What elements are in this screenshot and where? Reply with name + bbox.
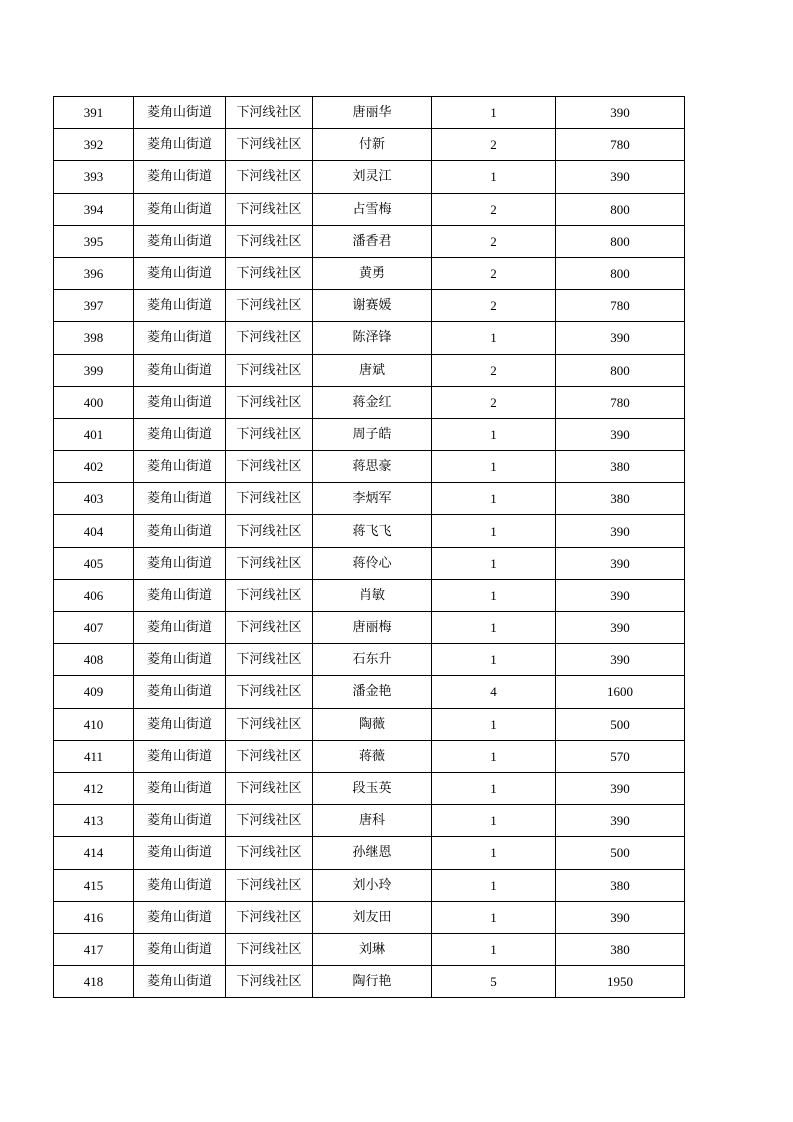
cell-count: 2 (432, 386, 556, 418)
cell-street: 菱角山街道 (134, 612, 226, 644)
cell-street: 菱角山街道 (134, 966, 226, 998)
cell-street: 菱角山街道 (134, 676, 226, 708)
cell-number: 392 (54, 129, 134, 161)
cell-street: 菱角山街道 (134, 901, 226, 933)
cell-number: 393 (54, 161, 134, 193)
table-row (54, 837, 685, 869)
table-row (54, 644, 685, 676)
cell-name: 谢赛媛 (313, 290, 432, 322)
cell-street: 菱角山街道 (134, 97, 226, 129)
table-row (54, 354, 685, 386)
cell-amount: 390 (556, 901, 685, 933)
cell-count: 1 (432, 322, 556, 354)
cell-community: 下河线社区 (226, 322, 313, 354)
cell-community: 下河线社区 (226, 966, 313, 998)
table-row (54, 612, 685, 644)
cell-number: 396 (54, 257, 134, 289)
cell-name: 陶行艳 (313, 966, 432, 998)
cell-amount: 800 (556, 225, 685, 257)
cell-community: 下河线社区 (226, 354, 313, 386)
cell-name: 刘友田 (313, 901, 432, 933)
cell-count: 1 (432, 901, 556, 933)
cell-street: 菱角山街道 (134, 418, 226, 450)
cell-street: 菱角山街道 (134, 322, 226, 354)
table-row (54, 322, 685, 354)
cell-amount: 390 (556, 515, 685, 547)
cell-street: 菱角山街道 (134, 708, 226, 740)
cell-name: 刘灵江 (313, 161, 432, 193)
cell-amount: 390 (556, 547, 685, 579)
cell-street: 菱角山街道 (134, 386, 226, 418)
cell-street: 菱角山街道 (134, 837, 226, 869)
table-row (54, 708, 685, 740)
cell-community: 下河线社区 (226, 579, 313, 611)
cell-street: 菱角山街道 (134, 354, 226, 386)
cell-street: 菱角山街道 (134, 869, 226, 901)
cell-count: 1 (432, 451, 556, 483)
table-row (54, 772, 685, 804)
cell-count: 2 (432, 257, 556, 289)
data-table (53, 96, 685, 998)
cell-community: 下河线社区 (226, 740, 313, 772)
cell-name: 陶薇 (313, 708, 432, 740)
cell-name: 唐丽梅 (313, 612, 432, 644)
cell-number: 401 (54, 418, 134, 450)
cell-community: 下河线社区 (226, 386, 313, 418)
cell-count: 2 (432, 225, 556, 257)
table-row (54, 225, 685, 257)
cell-number: 409 (54, 676, 134, 708)
cell-amount: 390 (556, 612, 685, 644)
cell-amount: 1950 (556, 966, 685, 998)
cell-community: 下河线社区 (226, 193, 313, 225)
table-row (54, 193, 685, 225)
table-row (54, 579, 685, 611)
cell-name: 陈泽锋 (313, 322, 432, 354)
cell-name: 孙继恩 (313, 837, 432, 869)
cell-number: 398 (54, 322, 134, 354)
cell-street: 菱角山街道 (134, 515, 226, 547)
cell-name: 蒋金红 (313, 386, 432, 418)
table-row (54, 869, 685, 901)
cell-number: 415 (54, 869, 134, 901)
cell-name: 唐丽华 (313, 97, 432, 129)
table-row (54, 386, 685, 418)
cell-count: 1 (432, 612, 556, 644)
cell-number: 408 (54, 644, 134, 676)
cell-count: 4 (432, 676, 556, 708)
table-row (54, 483, 685, 515)
cell-community: 下河线社区 (226, 547, 313, 579)
cell-street: 菱角山街道 (134, 483, 226, 515)
cell-community: 下河线社区 (226, 97, 313, 129)
cell-name: 周子皓 (313, 418, 432, 450)
cell-name: 付新 (313, 129, 432, 161)
cell-street: 菱角山街道 (134, 933, 226, 965)
cell-count: 1 (432, 97, 556, 129)
cell-count: 1 (432, 515, 556, 547)
cell-community: 下河线社区 (226, 161, 313, 193)
cell-number: 413 (54, 805, 134, 837)
table-row (54, 547, 685, 579)
cell-amount: 390 (556, 805, 685, 837)
cell-name: 段玉英 (313, 772, 432, 804)
cell-street: 菱角山街道 (134, 290, 226, 322)
cell-count: 1 (432, 579, 556, 611)
cell-number: 407 (54, 612, 134, 644)
cell-community: 下河线社区 (226, 933, 313, 965)
cell-amount: 500 (556, 708, 685, 740)
cell-count: 1 (432, 644, 556, 676)
cell-name: 潘金艳 (313, 676, 432, 708)
cell-community: 下河线社区 (226, 483, 313, 515)
cell-count: 1 (432, 837, 556, 869)
cell-count: 2 (432, 290, 556, 322)
table-row (54, 515, 685, 547)
cell-amount: 390 (556, 772, 685, 804)
cell-community: 下河线社区 (226, 772, 313, 804)
table-row (54, 257, 685, 289)
cell-name: 李炳军 (313, 483, 432, 515)
table-row (54, 901, 685, 933)
cell-community: 下河线社区 (226, 676, 313, 708)
cell-street: 菱角山街道 (134, 772, 226, 804)
cell-number: 397 (54, 290, 134, 322)
cell-number: 418 (54, 966, 134, 998)
cell-name: 占雪梅 (313, 193, 432, 225)
cell-amount: 380 (556, 869, 685, 901)
cell-count: 1 (432, 547, 556, 579)
cell-name: 蒋飞飞 (313, 515, 432, 547)
cell-community: 下河线社区 (226, 708, 313, 740)
cell-name: 唐科 (313, 805, 432, 837)
table-row (54, 418, 685, 450)
cell-community: 下河线社区 (226, 869, 313, 901)
cell-street: 菱角山街道 (134, 740, 226, 772)
cell-community: 下河线社区 (226, 257, 313, 289)
cell-amount: 380 (556, 483, 685, 515)
cell-count: 1 (432, 772, 556, 804)
table-row (54, 933, 685, 965)
cell-name: 唐斌 (313, 354, 432, 386)
cell-amount: 380 (556, 451, 685, 483)
cell-community: 下河线社区 (226, 901, 313, 933)
cell-count: 1 (432, 418, 556, 450)
cell-count: 1 (432, 933, 556, 965)
cell-number: 404 (54, 515, 134, 547)
cell-street: 菱角山街道 (134, 193, 226, 225)
cell-amount: 390 (556, 644, 685, 676)
cell-amount: 800 (556, 354, 685, 386)
table-row (54, 740, 685, 772)
cell-number: 417 (54, 933, 134, 965)
cell-number: 403 (54, 483, 134, 515)
cell-amount: 500 (556, 837, 685, 869)
cell-street: 菱角山街道 (134, 805, 226, 837)
cell-amount: 390 (556, 161, 685, 193)
cell-community: 下河线社区 (226, 451, 313, 483)
cell-number: 412 (54, 772, 134, 804)
table-row (54, 451, 685, 483)
table-row (54, 805, 685, 837)
cell-count: 1 (432, 740, 556, 772)
cell-amount: 800 (556, 193, 685, 225)
cell-number: 395 (54, 225, 134, 257)
cell-street: 菱角山街道 (134, 644, 226, 676)
table-row (54, 966, 685, 998)
cell-name: 蒋思豪 (313, 451, 432, 483)
cell-number: 405 (54, 547, 134, 579)
cell-community: 下河线社区 (226, 837, 313, 869)
cell-name: 潘香君 (313, 225, 432, 257)
cell-amount: 780 (556, 386, 685, 418)
cell-count: 1 (432, 708, 556, 740)
cell-number: 400 (54, 386, 134, 418)
cell-number: 406 (54, 579, 134, 611)
cell-number: 410 (54, 708, 134, 740)
cell-name: 肖敏 (313, 579, 432, 611)
cell-count: 2 (432, 354, 556, 386)
cell-name: 蒋薇 (313, 740, 432, 772)
table-row (54, 161, 685, 193)
cell-amount: 390 (556, 579, 685, 611)
cell-community: 下河线社区 (226, 418, 313, 450)
cell-count: 1 (432, 869, 556, 901)
cell-street: 菱角山街道 (134, 451, 226, 483)
cell-amount: 390 (556, 97, 685, 129)
cell-street: 菱角山街道 (134, 257, 226, 289)
cell-count: 1 (432, 805, 556, 837)
cell-name: 刘小玲 (313, 869, 432, 901)
cell-amount: 570 (556, 740, 685, 772)
cell-street: 菱角山街道 (134, 225, 226, 257)
table-row (54, 676, 685, 708)
cell-name: 蒋伶心 (313, 547, 432, 579)
cell-amount: 390 (556, 322, 685, 354)
cell-street: 菱角山街道 (134, 161, 226, 193)
cell-amount: 780 (556, 290, 685, 322)
cell-amount: 780 (556, 129, 685, 161)
cell-community: 下河线社区 (226, 290, 313, 322)
cell-community: 下河线社区 (226, 612, 313, 644)
cell-community: 下河线社区 (226, 805, 313, 837)
table-row (54, 290, 685, 322)
table-row (54, 129, 685, 161)
cell-number: 414 (54, 837, 134, 869)
cell-number: 402 (54, 451, 134, 483)
cell-street: 菱角山街道 (134, 579, 226, 611)
cell-street: 菱角山街道 (134, 547, 226, 579)
cell-amount: 800 (556, 257, 685, 289)
cell-community: 下河线社区 (226, 644, 313, 676)
cell-community: 下河线社区 (226, 515, 313, 547)
table-row (54, 97, 685, 129)
cell-community: 下河线社区 (226, 225, 313, 257)
cell-community: 下河线社区 (226, 129, 313, 161)
cell-number: 391 (54, 97, 134, 129)
cell-number: 411 (54, 740, 134, 772)
cell-count: 2 (432, 193, 556, 225)
cell-amount: 380 (556, 933, 685, 965)
cell-number: 394 (54, 193, 134, 225)
cell-count: 1 (432, 483, 556, 515)
cell-name: 黄勇 (313, 257, 432, 289)
cell-name: 石东升 (313, 644, 432, 676)
cell-street: 菱角山街道 (134, 129, 226, 161)
cell-count: 5 (432, 966, 556, 998)
cell-amount: 390 (556, 418, 685, 450)
cell-name: 刘琳 (313, 933, 432, 965)
cell-count: 2 (432, 129, 556, 161)
cell-count: 1 (432, 161, 556, 193)
cell-number: 399 (54, 354, 134, 386)
cell-number: 416 (54, 901, 134, 933)
cell-amount: 1600 (556, 676, 685, 708)
